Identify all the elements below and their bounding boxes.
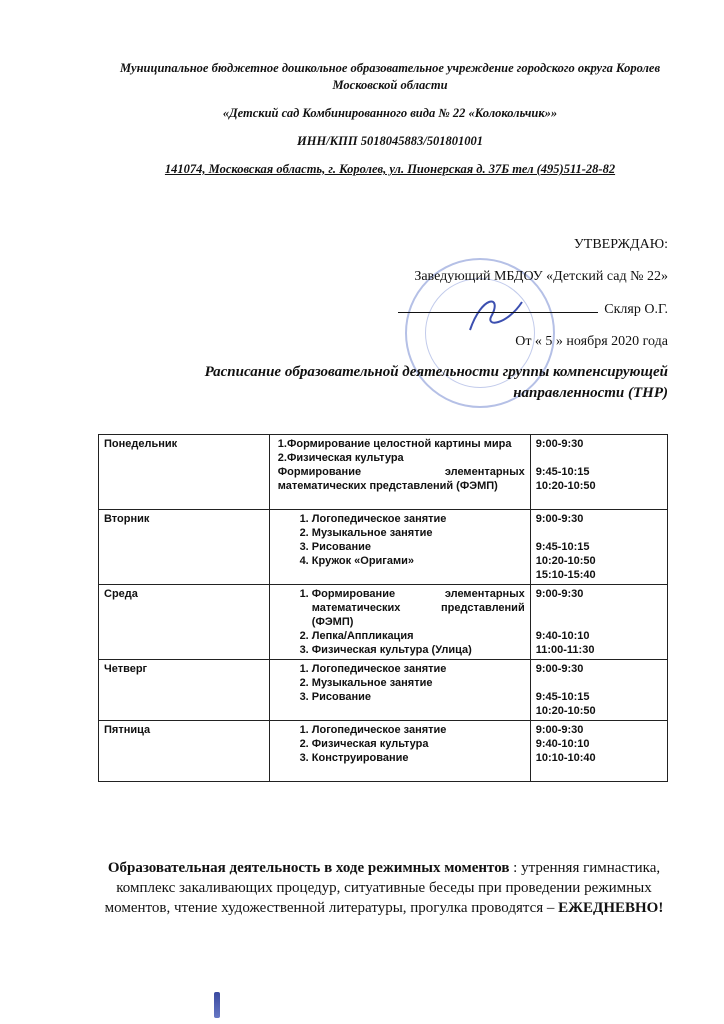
time-item: 9:45-10:15 xyxy=(535,541,590,553)
day-cell: Пятница xyxy=(99,721,270,782)
approver-name: Скляр О.Г. xyxy=(604,302,668,317)
activity-item: 3. Рисование xyxy=(312,690,525,704)
institution-name: Муниципальное бюджетное дошкольное образовательное учреждение городского округа Королев Московской области xyxy=(119,61,661,92)
table-row xyxy=(99,721,668,782)
address-line: 141074, Московская область, г. Королев, ул. Пионерская д. 37Б тел (495)511-28-82 xyxy=(164,162,616,176)
activity-item: 2. Музыкальное занятие xyxy=(312,526,525,540)
times-cell xyxy=(530,660,667,721)
approval-block xyxy=(248,236,668,365)
footer-note xyxy=(104,858,664,918)
activity-item: 2. Лепка/Аппликация xyxy=(312,629,525,643)
times-cell xyxy=(530,435,667,510)
time-item: 9:45-10:15 xyxy=(535,691,590,703)
day-cell: Среда xyxy=(99,585,270,660)
activity-item: 1. Логопедическое занятие xyxy=(312,723,525,737)
activity-item: Формирование элементарных математических представлений (ФЭМП) xyxy=(277,466,525,492)
day-cell: Понедельник xyxy=(99,435,270,510)
times-cell xyxy=(530,510,667,585)
footer-emphasis: ЕЖЕДНЕВНО! xyxy=(558,900,664,916)
times-cell xyxy=(530,585,667,660)
time-item: 10:20-10:50 xyxy=(535,555,596,567)
footer-lead: Образовательная деятельность в ходе режимных моментов xyxy=(107,860,510,876)
table-row xyxy=(99,510,668,585)
time-item: 10:20-10:50 xyxy=(535,480,596,492)
activity-item: 3. Конструирование xyxy=(312,751,525,765)
time-item: 15:10-15:40 xyxy=(535,569,596,581)
signature-underline xyxy=(398,300,598,313)
time-item: 9:40-10:10 xyxy=(535,738,590,750)
activity-item: 4. Кружок «Оригами» xyxy=(312,554,525,568)
activity-item: 1. Логопедическое занятие xyxy=(312,662,525,676)
schedule-title: Расписание образовательной деятельности группы компенсирующей направленности (ТНР) xyxy=(204,364,668,401)
activity-item: 3. Физическая культура (Улица) xyxy=(312,643,525,657)
time-item: 9:00-9:30 xyxy=(535,513,584,525)
tax-ids: ИНН/КПП 5018045883/501801001 xyxy=(297,134,483,148)
activity-item: 1. Логопедическое занятие xyxy=(312,512,525,526)
schedule-table xyxy=(98,434,668,782)
time-item: 9:40-10:10 xyxy=(535,630,590,642)
activities-cell xyxy=(269,660,530,721)
approval-date: От « 5 » ноября 2020 года xyxy=(515,334,668,349)
footer-text: : утренняя гимнастика, комплекс закаливающих процедур, ситуативные беседы при проведении режимных моментов, чтение художественной литературы, прогулка проводятся – xyxy=(104,860,661,916)
activity-item: 2.Физическая культура xyxy=(277,452,404,464)
day-cell: Четверг xyxy=(99,660,270,721)
table-row xyxy=(99,435,668,510)
activities-cell xyxy=(269,721,530,782)
activity-item: 1. Формирование элементарных математических представлений (ФЭМП) xyxy=(312,587,525,629)
activity-item: 2. Физическая культура xyxy=(312,737,525,751)
document-header xyxy=(100,60,680,189)
activities-cell xyxy=(269,510,530,585)
activity-item: 2. Музыкальное занятие xyxy=(312,676,525,690)
time-item: 9:00-9:30 xyxy=(535,663,584,675)
approver-position: Заведующий МБДОУ «Детский сад № 22» xyxy=(414,269,668,284)
ink-mark xyxy=(214,992,220,1018)
table-row xyxy=(99,660,668,721)
kindergarten-name: «Детский сад Комбинированного вида № 22 «Колокольчик»» xyxy=(222,106,558,120)
time-item: 9:00-9:30 xyxy=(535,724,584,736)
time-item: 9:00-9:30 xyxy=(535,588,584,600)
activity-item: 3. Рисование xyxy=(312,540,525,554)
day-cell: Вторник xyxy=(99,510,270,585)
time-item: 9:45-10:15 xyxy=(535,466,590,478)
time-item: 10:20-10:50 xyxy=(535,705,596,717)
activities-cell xyxy=(269,585,530,660)
time-item: 11:00-11:30 xyxy=(535,644,595,656)
time-item: 9:00-9:30 xyxy=(535,438,584,450)
activities-cell xyxy=(269,435,530,510)
table-row xyxy=(99,585,668,660)
activity-item: 1.Формирование целостной картины мира xyxy=(277,438,512,450)
approve-heading: УТВЕРЖДАЮ: xyxy=(573,237,668,252)
time-item: 10:10-10:40 xyxy=(535,752,596,764)
signature-line xyxy=(248,300,668,319)
times-cell xyxy=(530,721,667,782)
